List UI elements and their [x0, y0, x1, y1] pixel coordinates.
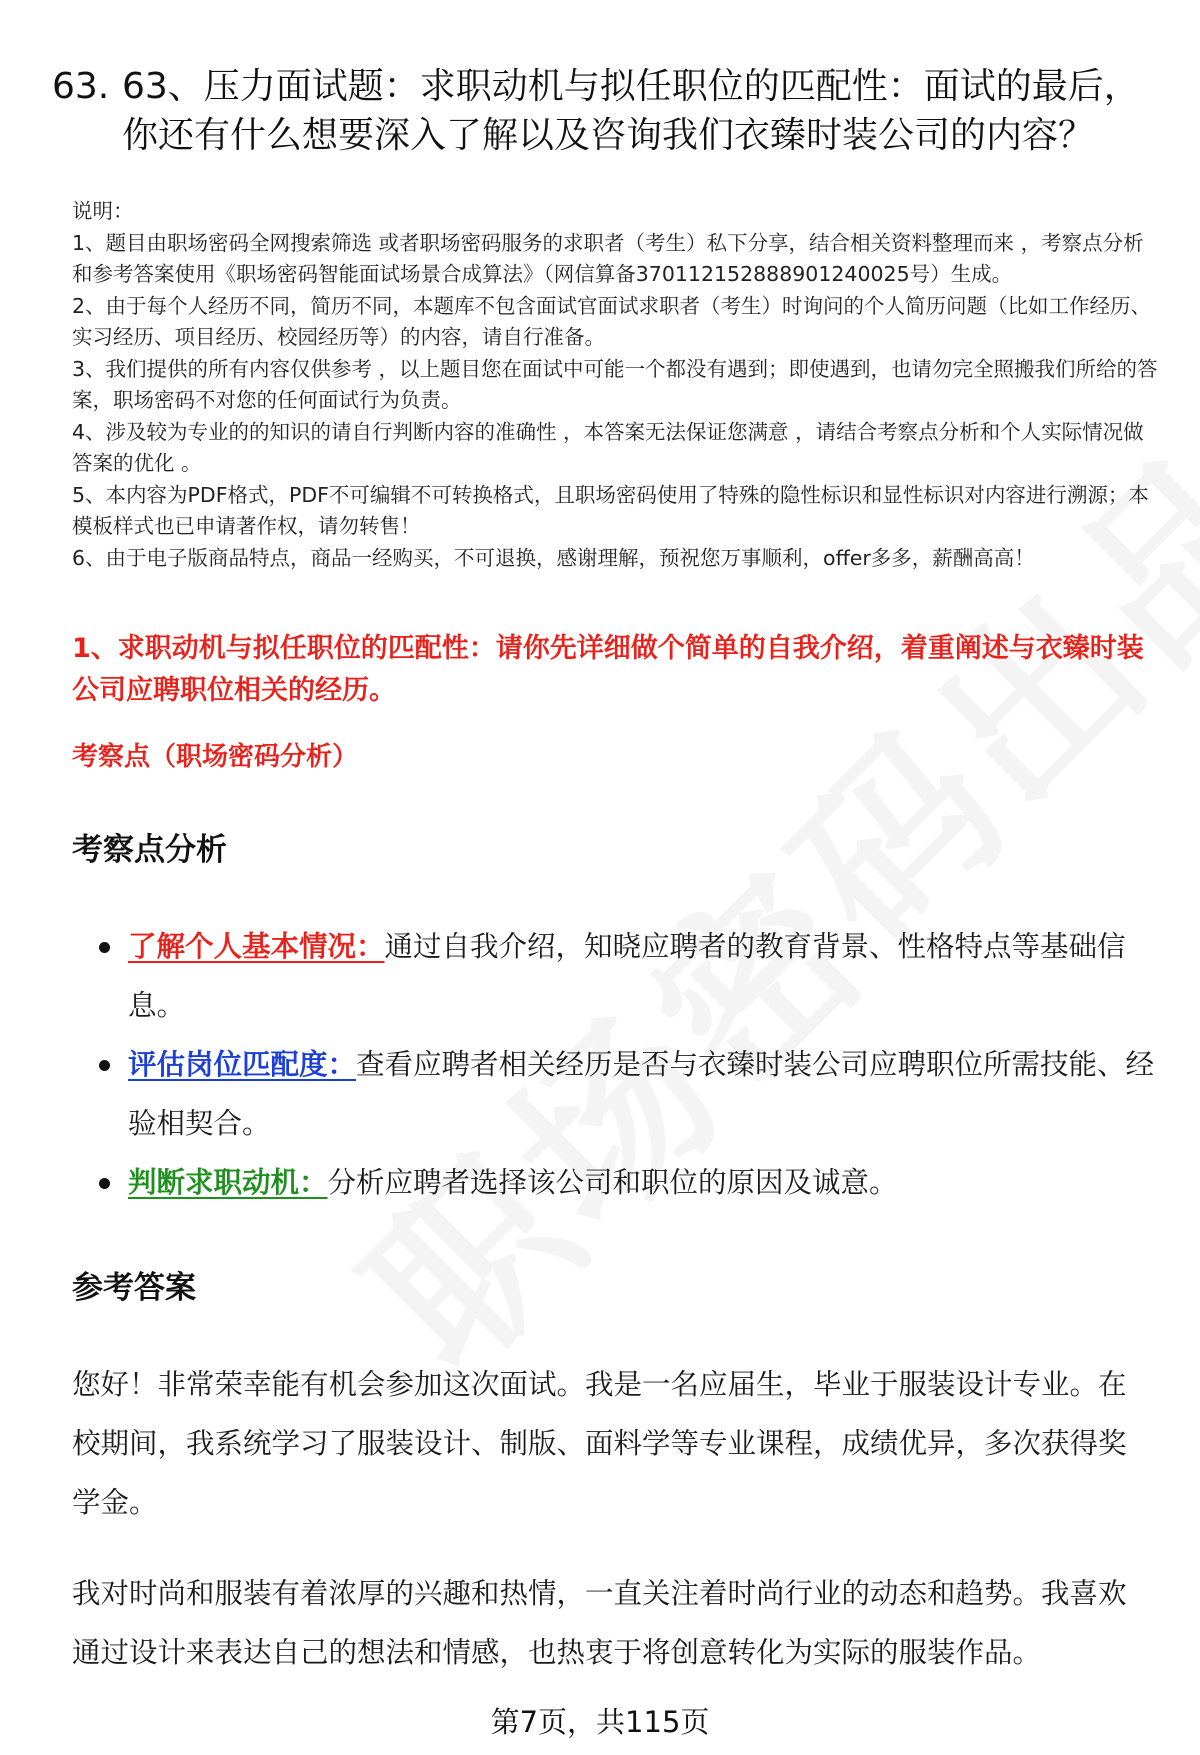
page-footer: 第7页，共115页: [490, 1705, 710, 1739]
bullet-text: 查看应聘者相关经历是否与衣臻时装公司应聘职位所需技能、经验相契合。: [128, 1048, 1155, 1140]
answer-paragraph: 我对时尚和服装有着浓厚的兴趣和热情，一直关注着时尚行业的动态和趋势。我喜欢通过设计来表达自己的想法和情感，也热衷于将创意转化为实际的服装作品。: [72, 1577, 1127, 1669]
question-number: 63.: [52, 66, 110, 107]
note-item: 1、题目由职场密码全网搜索筛选 或者职场密码服务的求职者（考生）私下分享，结合相关资料整理而来 ，考察点分析和参考答案使用《职场密码智能面试场景合成算法》（网信算备370112152888901240025号）生成。: [72, 230, 1144, 286]
bullet-keyword: 判断求职动机：: [128, 1166, 328, 1199]
note-item: 3、我们提供的所有内容仅供参考 ，以上题目您在面试中可能一个都没有遇到；即使遇到，也请勿完全照搬我们所给的答案，职场密码不对您的任何面试行为负责。: [72, 356, 1158, 412]
analysis-bullet: [86, 917, 1156, 1035]
note-item: 4、涉及较为专业的的知识的请自行判断内容的准确性 ，本答案无法保证您满意 ，请结合考察点分析和个人实际情况做答案的优化 。: [72, 419, 1144, 475]
answer-paragraph: 您好！非常荣幸能有机会参加这次面试。我是一名应届生，毕业于服装设计专业。在校期间，我系统学习了服装设计、制版、面料学等专业课程，成绩优异，多次获得奖学金。: [72, 1368, 1127, 1519]
analysis-bullet: [86, 1153, 1156, 1212]
analysis-heading: 考察点分析: [72, 832, 227, 868]
question-title: [52, 62, 1162, 160]
bullet-keyword: 评估岗位匹配度：: [128, 1048, 357, 1081]
bullet-dot-icon: [99, 942, 110, 953]
kcd-label: 考察点（职场密码分析）: [72, 742, 359, 772]
bullet-dot-icon: [99, 1178, 110, 1189]
note-item: 6、由于电子版商品特点，商品一经购买，不可退换，感谢理解，预祝您万事顺利，offer多多，薪酬高高！: [72, 545, 1035, 570]
note-item: 2、由于每个人经历不同，简历不同，本题库不包含面试官面试求职者（考生）时询问的个人简历问题（比如工作经历、实习经历、项目经历、校园经历等）的内容，请自行准备。: [72, 293, 1152, 349]
bullet-text: 分析应聘者选择该公司和职位的原因及诚意。: [327, 1166, 898, 1199]
answer-heading: 参考答案: [72, 1270, 196, 1306]
interview-question: 1、求职动机与拟任职位的匹配性：请你先详细做个简单的自我介绍，着重阐述与衣臻时装公司应聘职位相关的经历。: [72, 633, 1144, 706]
notes-heading: 说明：: [72, 199, 134, 223]
analysis-bullet: [86, 1035, 1156, 1153]
analysis-list: [86, 917, 1156, 1212]
notes-block: [72, 196, 1162, 574]
question-title-text: 63、压力面试题：求职动机与拟任职位的匹配性：面试的最后，你还有什么想要深入了解以及咨询我们衣臻时装公司的内容？: [122, 66, 1140, 156]
note-item: 5、本内容为PDF格式，PDF不可编辑不可转换格式，且职场密码使用了特殊的隐性标识和显性标识对内容进行溯源；本模板样式也已申请著作权，请勿转售！: [72, 482, 1149, 538]
bullet-keyword: 了解个人基本情况：: [128, 930, 385, 963]
bullet-dot-icon: [99, 1060, 110, 1071]
bullet-text: 通过自我介绍，知晓应聘者的教育背景、性格特点等基础信息。: [128, 930, 1126, 1022]
